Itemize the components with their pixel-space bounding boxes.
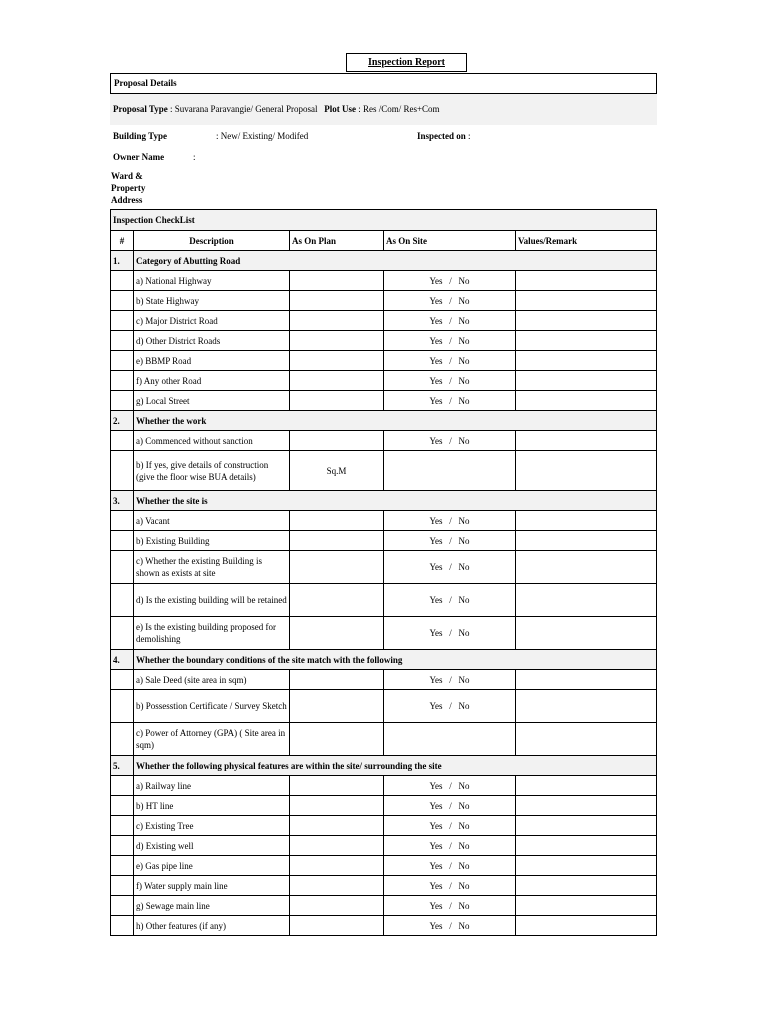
row-description: a) Sale Deed (site area in sqm)	[134, 670, 290, 690]
remark-cell[interactable]	[516, 291, 657, 311]
row-number-cell	[111, 271, 134, 291]
owner-name-value: :	[193, 152, 196, 162]
col-num-header: #	[111, 231, 134, 251]
as-on-site-cell[interactable]: Yes / No	[384, 690, 516, 723]
table-row	[111, 816, 657, 836]
remark-cell[interactable]	[516, 776, 657, 796]
row-number-cell	[111, 796, 134, 816]
as-on-plan-cell[interactable]	[290, 331, 384, 351]
row-description: c) Whether the existing Building is shown as exists at site	[134, 551, 290, 584]
row-number-cell	[111, 351, 134, 371]
row-description: d) Existing well	[134, 836, 290, 856]
col-remark-header: Values/Remark	[516, 231, 657, 251]
as-on-site-cell[interactable]	[384, 451, 516, 491]
section-title: Category of Abutting Road	[134, 251, 657, 271]
as-on-site-cell[interactable]: Yes / No	[384, 331, 516, 351]
remark-cell[interactable]	[516, 331, 657, 351]
as-on-site-cell[interactable]: Yes / No	[384, 511, 516, 531]
as-on-plan-cell[interactable]	[290, 291, 384, 311]
remark-cell[interactable]	[516, 311, 657, 331]
remark-cell[interactable]	[516, 690, 657, 723]
table-row	[111, 311, 657, 331]
row-number-cell	[111, 856, 134, 876]
row-description: g) Sewage main line	[134, 896, 290, 916]
table-row	[111, 291, 657, 311]
remark-cell[interactable]	[516, 816, 657, 836]
as-on-plan-cell[interactable]	[290, 431, 384, 451]
as-on-site-cell[interactable]: Yes / No	[384, 531, 516, 551]
as-on-plan-cell[interactable]	[290, 690, 384, 723]
table-row	[111, 431, 657, 451]
table-row	[111, 896, 657, 916]
building-type-value: : New/ Existing/ Modifed	[216, 131, 309, 141]
table-row	[111, 836, 657, 856]
row-number-cell	[111, 551, 134, 584]
remark-cell[interactable]	[516, 271, 657, 291]
plot-use-label: Plot Use	[324, 104, 356, 114]
table-row	[111, 617, 657, 650]
table-row	[111, 916, 657, 936]
col-site-header: As On Site	[384, 231, 516, 251]
col-plan-header: As On Plan	[290, 231, 384, 251]
column-header-row	[111, 231, 657, 251]
proposal-details-header: Proposal Details	[110, 73, 657, 94]
remark-cell[interactable]	[516, 391, 657, 411]
checklist-header-row	[111, 210, 657, 231]
as-on-site-cell[interactable]: Yes / No	[384, 371, 516, 391]
as-on-plan-cell[interactable]	[290, 511, 384, 531]
as-on-site-cell[interactable]: Yes / No	[384, 311, 516, 331]
row-description: a) Commenced without sanction	[134, 431, 290, 451]
row-number-cell	[111, 876, 134, 896]
section-title: Whether the following physical features are within the site/ surrounding the site	[134, 756, 657, 776]
row-description: a) National Highway	[134, 271, 290, 291]
row-description: c) Power of Attorney (GPA) ( Site area in sqm)	[134, 723, 290, 756]
table-row	[111, 271, 657, 291]
as-on-plan-cell[interactable]	[290, 876, 384, 896]
row-number-cell	[111, 584, 134, 617]
table-row	[111, 876, 657, 896]
section-row	[111, 650, 657, 670]
remark-cell[interactable]	[516, 351, 657, 371]
table-row	[111, 776, 657, 796]
section-row	[111, 491, 657, 511]
section-number: 3.	[111, 491, 134, 511]
building-type-label: Building Type	[113, 131, 167, 141]
table-row	[111, 690, 657, 723]
as-on-site-cell[interactable]: Yes / No	[384, 271, 516, 291]
row-description: c) Existing Tree	[134, 816, 290, 836]
row-description: b) Existing Building	[134, 531, 290, 551]
section-title: Whether the boundary conditions of the site match with the following	[134, 650, 657, 670]
as-on-site-cell[interactable]: Yes / No	[384, 391, 516, 411]
row-number-cell	[111, 391, 134, 411]
section-title: Whether the work	[134, 411, 657, 431]
inspection-checklist-table	[110, 209, 657, 936]
remark-cell[interactable]	[516, 856, 657, 876]
row-number-cell	[111, 723, 134, 756]
as-on-site-cell[interactable]: Yes / No	[384, 291, 516, 311]
row-description: d) Other District Roads	[134, 331, 290, 351]
as-on-site-cell[interactable]: Yes / No	[384, 896, 516, 916]
as-on-plan-cell[interactable]	[290, 776, 384, 796]
row-number-cell	[111, 331, 134, 351]
table-row	[111, 511, 657, 531]
row-description: d) Is the existing building will be retained	[134, 584, 290, 617]
table-row	[111, 451, 657, 491]
row-description: a) Vacant	[134, 511, 290, 531]
row-number-cell	[111, 896, 134, 916]
as-on-site-cell[interactable]: Yes / No	[384, 876, 516, 896]
row-description: b) Possesstion Certificate / Survey Sketch	[134, 690, 290, 723]
row-number-cell	[111, 531, 134, 551]
row-description: f) Any other Road	[134, 371, 290, 391]
proposal-type-label: Proposal Type	[113, 104, 168, 114]
as-on-site-cell[interactable]	[384, 723, 516, 756]
remark-cell[interactable]	[516, 431, 657, 451]
as-on-plan-cell[interactable]	[290, 371, 384, 391]
col-desc-header: Description	[134, 231, 290, 251]
table-row	[111, 331, 657, 351]
remark-cell[interactable]	[516, 371, 657, 391]
section-number: 5.	[111, 756, 134, 776]
as-on-plan-cell[interactable]	[290, 836, 384, 856]
row-description: b) State Highway	[134, 291, 290, 311]
row-description: c) Major District Road	[134, 311, 290, 331]
as-on-plan-cell[interactable]	[290, 796, 384, 816]
as-on-site-cell[interactable]: Yes / No	[384, 836, 516, 856]
as-on-plan-cell[interactable]	[290, 670, 384, 690]
row-description: b) HT line	[134, 796, 290, 816]
row-description: b) If yes, give details of construction (give the floor wise BUA details)	[134, 451, 290, 491]
report-title: Inspection Report	[346, 53, 467, 72]
as-on-plan-cell[interactable]	[290, 816, 384, 836]
table-row	[111, 391, 657, 411]
as-on-site-cell[interactable]: Yes / No	[384, 670, 516, 690]
table-row	[111, 670, 657, 690]
table-row	[111, 531, 657, 551]
as-on-site-cell[interactable]: Yes / No	[384, 351, 516, 371]
as-on-plan-cell[interactable]	[290, 271, 384, 291]
as-on-plan-cell[interactable]	[290, 584, 384, 617]
as-on-site-cell[interactable]: Yes / No	[384, 796, 516, 816]
table-row	[111, 584, 657, 617]
table-row	[111, 351, 657, 371]
row-description: h) Other features (if any)	[134, 916, 290, 936]
row-number-cell	[111, 816, 134, 836]
row-number-cell	[111, 836, 134, 856]
section-row	[111, 251, 657, 271]
row-number-cell	[111, 511, 134, 531]
row-description: e) Gas pipe line	[134, 856, 290, 876]
row-number-cell	[111, 451, 134, 491]
remark-cell[interactable]	[516, 531, 657, 551]
as-on-site-cell[interactable]: Yes / No	[384, 431, 516, 451]
remark-cell[interactable]	[516, 796, 657, 816]
inspected-on: Inspected on :	[417, 131, 471, 141]
remark-cell[interactable]	[516, 836, 657, 856]
row-number-cell	[111, 617, 134, 650]
remark-cell[interactable]	[516, 551, 657, 584]
row-number-cell	[111, 291, 134, 311]
remark-cell[interactable]	[516, 876, 657, 896]
as-on-site-cell[interactable]: Yes / No	[384, 584, 516, 617]
proposal-type-row	[110, 94, 657, 125]
row-number-cell	[111, 690, 134, 723]
remark-cell[interactable]	[516, 617, 657, 650]
table-row	[111, 371, 657, 391]
section-number: 4.	[111, 650, 134, 670]
section-number: 1.	[111, 251, 134, 271]
as-on-plan-cell[interactable]	[290, 723, 384, 756]
as-on-site-cell[interactable]: Yes / No	[384, 816, 516, 836]
row-description: g) Local Street	[134, 391, 290, 411]
remark-cell[interactable]	[516, 451, 657, 491]
as-on-plan-cell[interactable]	[290, 896, 384, 916]
remark-cell[interactable]	[516, 584, 657, 617]
checklist-label: Inspection CheckList	[111, 210, 657, 231]
section-row	[111, 411, 657, 431]
remark-cell[interactable]	[516, 896, 657, 916]
as-on-plan-cell[interactable]	[290, 856, 384, 876]
plot-use-value: : Res /Com/ Res+Com	[358, 104, 440, 114]
section-row	[111, 756, 657, 776]
row-number-cell	[111, 371, 134, 391]
remark-cell[interactable]	[516, 670, 657, 690]
section-number: 2.	[111, 411, 134, 431]
row-description: f) Water supply main line	[134, 876, 290, 896]
row-number-cell	[111, 670, 134, 690]
proposal-type-value: : Suvarana Paravangie/ General Proposal	[170, 104, 318, 114]
remark-cell[interactable]	[516, 723, 657, 756]
as-on-site-cell[interactable]: Yes / No	[384, 551, 516, 584]
as-on-plan-cell[interactable]	[290, 311, 384, 331]
row-description: e) BBMP Road	[134, 351, 290, 371]
table-row	[111, 551, 657, 584]
row-description: a) Railway line	[134, 776, 290, 796]
table-row	[111, 796, 657, 816]
row-number-cell	[111, 311, 134, 331]
as-on-plan-cell[interactable]	[290, 351, 384, 371]
owner-name-label: Owner Name	[113, 152, 165, 162]
as-on-plan-cell[interactable]	[290, 391, 384, 411]
row-description: e) Is the existing building proposed for demolishing	[134, 617, 290, 650]
remark-cell[interactable]	[516, 916, 657, 936]
row-number-cell	[111, 776, 134, 796]
remark-cell[interactable]	[516, 511, 657, 531]
property-address-label: Ward & Property Address	[111, 171, 146, 205]
as-on-plan-cell[interactable]: Sq.M	[290, 451, 384, 491]
row-number-cell	[111, 916, 134, 936]
as-on-plan-cell[interactable]	[290, 551, 384, 584]
as-on-plan-cell[interactable]	[290, 617, 384, 650]
row-number-cell	[111, 431, 134, 451]
as-on-plan-cell[interactable]	[290, 531, 384, 551]
table-row	[111, 856, 657, 876]
as-on-site-cell[interactable]: Yes / No	[384, 776, 516, 796]
section-title: Whether the site is	[134, 491, 657, 511]
as-on-site-cell[interactable]: Yes / No	[384, 617, 516, 650]
table-row	[111, 723, 657, 756]
as-on-plan-cell[interactable]	[290, 916, 384, 936]
as-on-site-cell[interactable]: Yes / No	[384, 916, 516, 936]
as-on-site-cell[interactable]: Yes / No	[384, 856, 516, 876]
